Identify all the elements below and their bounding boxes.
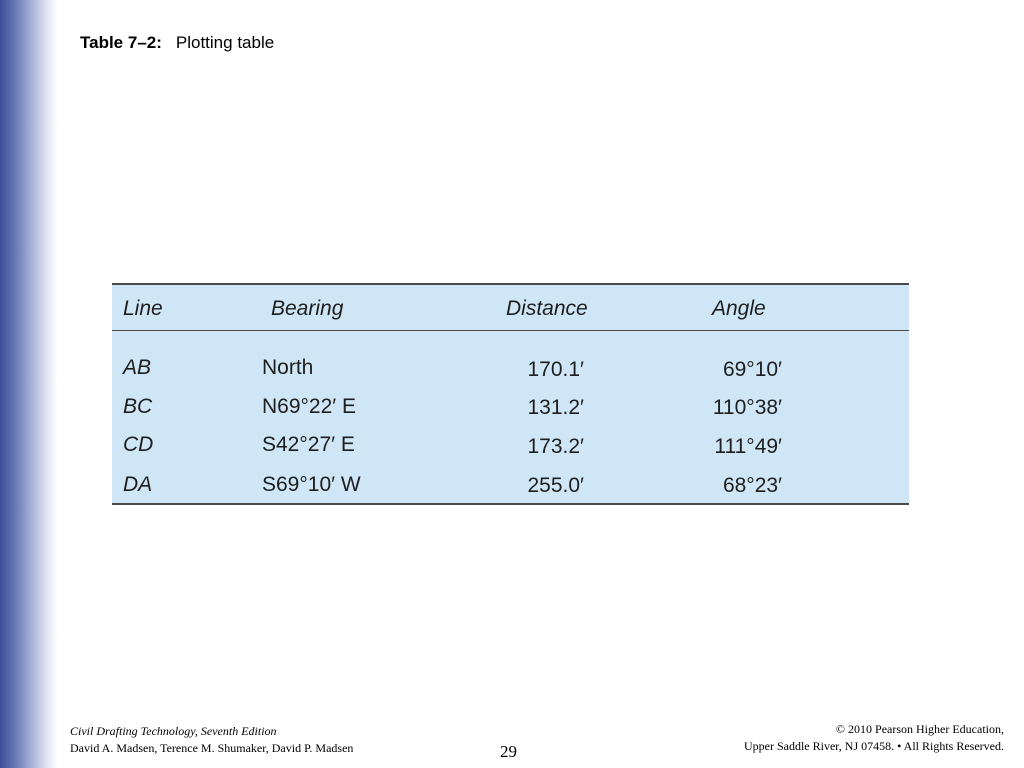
header-bearing: Bearing [271,297,344,320]
distance-cell: 170.1′ [527,358,584,381]
book-title: Civil Drafting Technology, Seventh Edition [70,724,277,738]
line-cell: BC [123,395,153,418]
line-cell: AB [123,356,152,379]
page-number: 29 [500,742,517,761]
header-angle: Angle [712,297,766,320]
header-distance: Distance [506,297,588,320]
distance-cell: 255.0′ [527,474,584,497]
book-authors: David A. Madsen, Terence M. Shumaker, David P. Madsen [70,741,354,755]
angle-cell: 69°10′ [722,358,782,381]
line-cell: DA [123,473,153,496]
plotting-table [112,283,909,505]
angle-cell: 111°49′ [714,435,782,458]
table-number-label: Table 7–2: [80,33,162,52]
slide-title [80,33,274,53]
bearing-cell: N69°22′ E [262,395,357,418]
angle-cell: 110°38′ [712,396,782,419]
copyright-line-2: Upper Saddle River, NJ 07458. • All Rights Reserved. [743,739,1004,753]
header-line: Line [123,297,163,320]
table-caption: Plotting table [175,33,275,52]
footer-citation [70,723,353,757]
line-cell: CD [123,433,154,456]
bearing-cell: S69°10′ W [262,473,361,496]
angle-cell: 68°23′ [722,474,782,497]
footer-copyright [744,721,1004,755]
copyright-line-1: © 2010 Pearson Higher Education, [835,722,1004,736]
bearing-cell: North [262,356,314,379]
header-divider [112,330,909,331]
side-gradient-bar [0,0,58,768]
distance-cell: 173.2′ [527,435,584,458]
distance-cell: 131.2′ [527,396,584,419]
bearing-cell: S42°27′ E [262,433,355,456]
